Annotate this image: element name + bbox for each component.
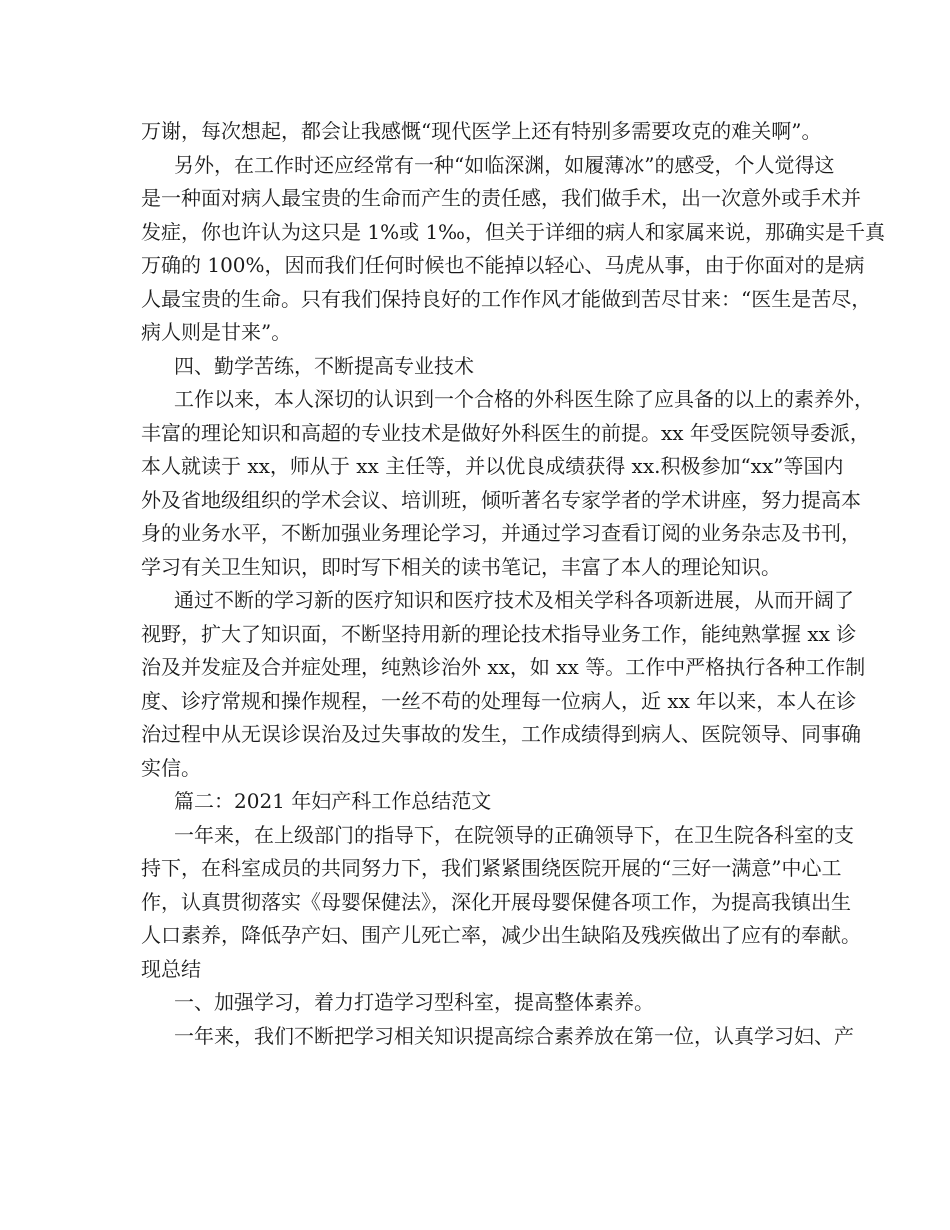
text-line: 通过不断的学习新的医疗知识和医疗技术及相关学科各项新进展，从而开阔了	[174, 588, 854, 612]
text-line: 治过程中从无误诊误治及过失事故的发生，工作成绩得到病人、医院领导、同事确	[141, 722, 861, 746]
text-line: 本人就读于 xx，师从于 xx 主任等，并以优良成绩获得 xx.积极参加“xx”等国内	[141, 454, 844, 478]
text-line: 丰富的理论知识和高超的专业技术是做好外科医生的前提。xx 年受医院领导委派，	[141, 420, 870, 445]
text-line: 现总结	[141, 956, 201, 981]
text-line: 发症，你也许认为这只是 1%或 1‰，但关于详细的病人和家属来说，那确实是千真	[141, 219, 886, 244]
text-line: 人口素养，降低孕产妇、围产儿死亡率，减少出生缺陷及残疾做出了应有的奉献。	[141, 923, 861, 947]
text-line: 四、勤学苦练，不断提高专业技术	[174, 353, 474, 378]
text-line: 万确的 100%，因而我们任何时候也不能掉以轻心、马虎从事，由于你面对的是病	[141, 253, 865, 277]
text-line: 病人则是甘来”。	[141, 320, 292, 344]
text-line: 篇二：2021 年妇产科工作总结范文	[174, 789, 492, 813]
text-line: 实信。	[141, 755, 201, 780]
text-line: 身的业务水平，不断加强业务理论学习，并通过学习查看订阅的业务杂志及书刊，	[141, 521, 861, 545]
text-line: 一、加强学习，着力打造学习型科室，提高整体素养。	[174, 990, 654, 1014]
text-line: 学习有关卫生知识，即时写下相关的读书笔记，丰富了本人的理论知识。	[141, 554, 781, 579]
text-line: 持下，在科室成员的共同努力下，我们紧紧围绕医院开展的“三好一满意”中心工	[141, 856, 842, 880]
text-line: 视野，扩大了知识面，不断坚持用新的理论技术指导业务工作，能纯熟掌握 xx 诊	[141, 621, 857, 646]
text-line: 工作以来，本人深切的认识到一个合格的外科医生除了应具备的以上的素养外，	[174, 387, 874, 411]
text-line: 另外，在工作时还应经常有一种“如临深渊，如履薄冰”的感受，个人觉得这	[174, 152, 835, 177]
text-line: 一年来，我们不断把学习相关知识提高综合素养放在第一位，认真学习妇、产	[174, 1023, 854, 1048]
text-line: 万谢，每次想起，都会让我感慨“现代医学上还有特别多需要攻克的难关啊”。	[141, 119, 822, 143]
text-line: 度、诊疗常规和操作规程，一丝不苟的处理每一位病人，近 xx 年以来，本人在诊	[141, 688, 857, 713]
document-body	[141, 115, 886, 1053]
text-line: 一年来，在上级部门的指导下，在院领导的正确领导下，在卫生院各科室的支	[174, 822, 854, 847]
text-line: 治及并发症及合并症处理，纯熟诊治外 xx，如 xx 等。工作中严格执行各种工作制	[141, 655, 866, 679]
text-line: 作，认真贯彻落实《母婴保健法》，深化开展母婴保健各项工作，为提高我镇出生	[141, 889, 851, 914]
text-line: 人最宝贵的生命。只有我们保持良好的工作作风才能做到苦尽甘来：“医生是苦尽，	[141, 286, 872, 311]
text-line: 外及省地级组织的学术会议、培训班，倾听著名专家学者的学术讲座，努力提高本	[141, 487, 861, 512]
text-line: 是一种面对病人最宝贵的生命而产生的责任感，我们做手术，出一次意外或手术并	[141, 186, 861, 210]
